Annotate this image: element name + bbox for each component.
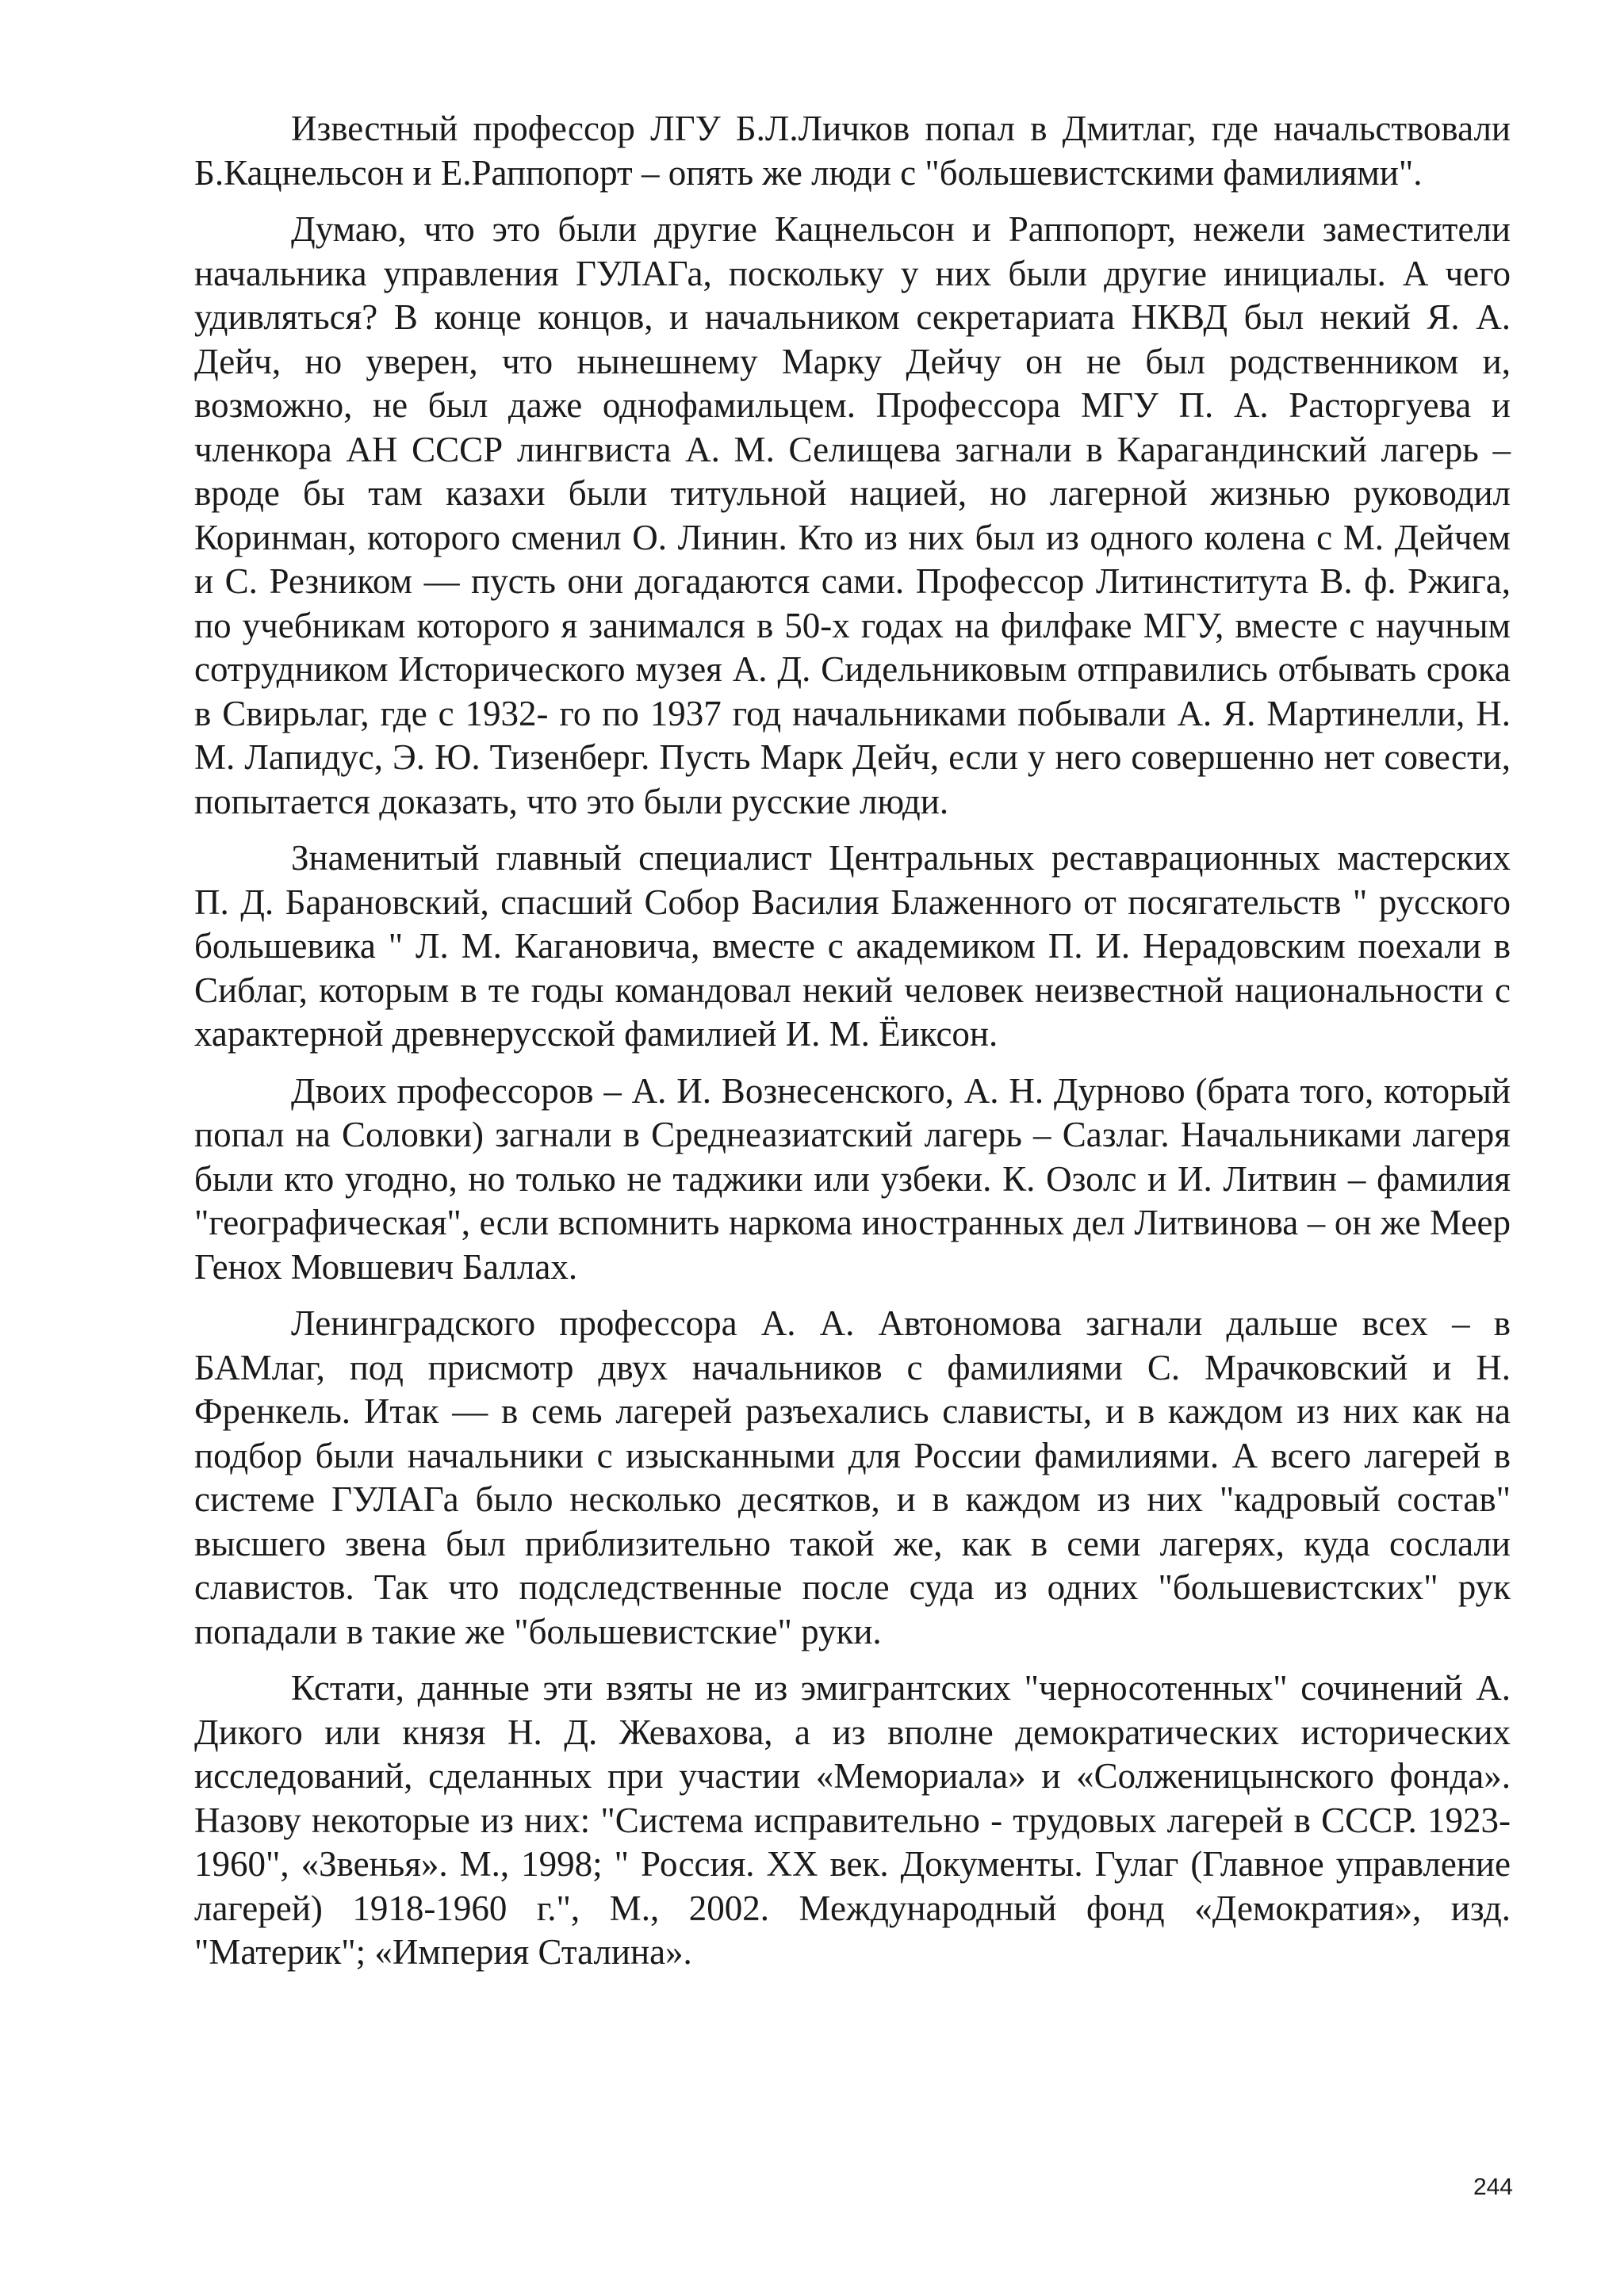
paragraph-6: Кстати, данные эти взяты не из эмигрантских "черносотенных" сочинений А. Дикого или князя Н. Д. Жевахова, а из вполне демократических исторических исследований, сделанных при участии «Мемориала» и «Солженицынского фонда». Назову некоторые из них: "Система исправительно - трудовых лагерей в СССР. 1923-1960", «Звенья». М., 1998; " Россия. XX век. Документы. Гулаг (Главное управление лагерей) 1918-1960 г.", М., 2002. Международный фонд «Демократия», изд. "Материк"; «Империя Сталина». <box>194 1668 1511 1972</box>
paragraph-4: Двоих профессоров – А. И. Вознесенского, А. Н. Дурново (брата того, который попал на Соловки) загнали в Среднеазиатский лагерь – Сазлаг. Начальниками лагеря были кто угодно, но только не таджики или узбеки. К. Озолс и И. Литвин – фамилия "географическая", если вспомнить наркома иностранных дел Литвинова – он же Меер Генох Мовшевич Баллах. <box>194 1070 1511 1287</box>
paragraph-2: Думаю, что это были другие Кацнельсон и Раппопорт, нежели заместители начальника управления ГУЛАГа, поскольку у них были другие инициалы. А чего удивляться? В конце концов, и начальником секретариата НКВД был некий Я. А. Дейч, но уверен, что нынешнему Марку Дейчу он не был родственником и, возможно, не был даже однофамильцем. Профессора МГУ П. А. Расторгуева и членкора АН СССР лингвиста А. М. Селищева загнали в Карагандинский лагерь – вроде бы там казахи были титульной нацией, но лагерной жизнью руководил Коринман, которого сменил О. Линин. Кто из них был из одного колена с М. Дейчем и С. Резником — пусть они догадаются сами. Профессор Литинститута В. ф. Ржига, по учебникам которого я занимался в 50-х годах на филфаке МГУ, вместе с научным сотрудником Исторического музея А. Д. Сидельниковым отправились отбывать срока в Свирьлаг, где с 1932- го по 1937 год начальниками побывали А. Я. Мартинелли, Н. М. Лапидус, Э. Ю. Тизенберг. Пусть Марк Дейч, если у него совершенно нет совести, попытается доказать, что это были русские люди. <box>194 209 1511 821</box>
page-number: 244 <box>1473 2174 1513 2200</box>
paragraph-3: Знаменитый главный специалист Центральных реставрационных мастерских П. Д. Барановский, спасший Собор Василия Блаженного от посягательств " русского большевика " Л. М. Кагановича, вместе с академиком П. И. Нерадовским поехали в Сиблаг, которым в те годы командовал некий человек неизвестной национальности с характерной древнерусской фамилией И. М. Ёиксон. <box>194 838 1511 1054</box>
document-body <box>194 107 1511 1988</box>
paragraph-5: Ленинградского профессора А. А. Автономова загнали дальше всех – в БАМлаг, под присмотр двух начальников с фамилиями С. Мрачковский и Н. Френкель. Итак — в семь лагерей разъехались слависты, и в каждом из них как на подбор были начальники с изысканными для России фамилиями. А всего лагерей в системе ГУЛАГа было несколько десятков, и в каждом из них "кадровый состав" высшего звена был приблизительно такой же, как в семи лагерях, куда сослали славистов. Так что подследственные после суда из одних "большевистских" рук попадали в такие же "большевистские" руки. <box>194 1303 1511 1651</box>
paragraph-1: Известный профессор ЛГУ Б.Л.Личков попал в Дмитлаг, где начальствовали Б.Кацнельсон и Е.Раппопорт – опять же люди с "большевистскими фамилиями". <box>194 109 1511 193</box>
